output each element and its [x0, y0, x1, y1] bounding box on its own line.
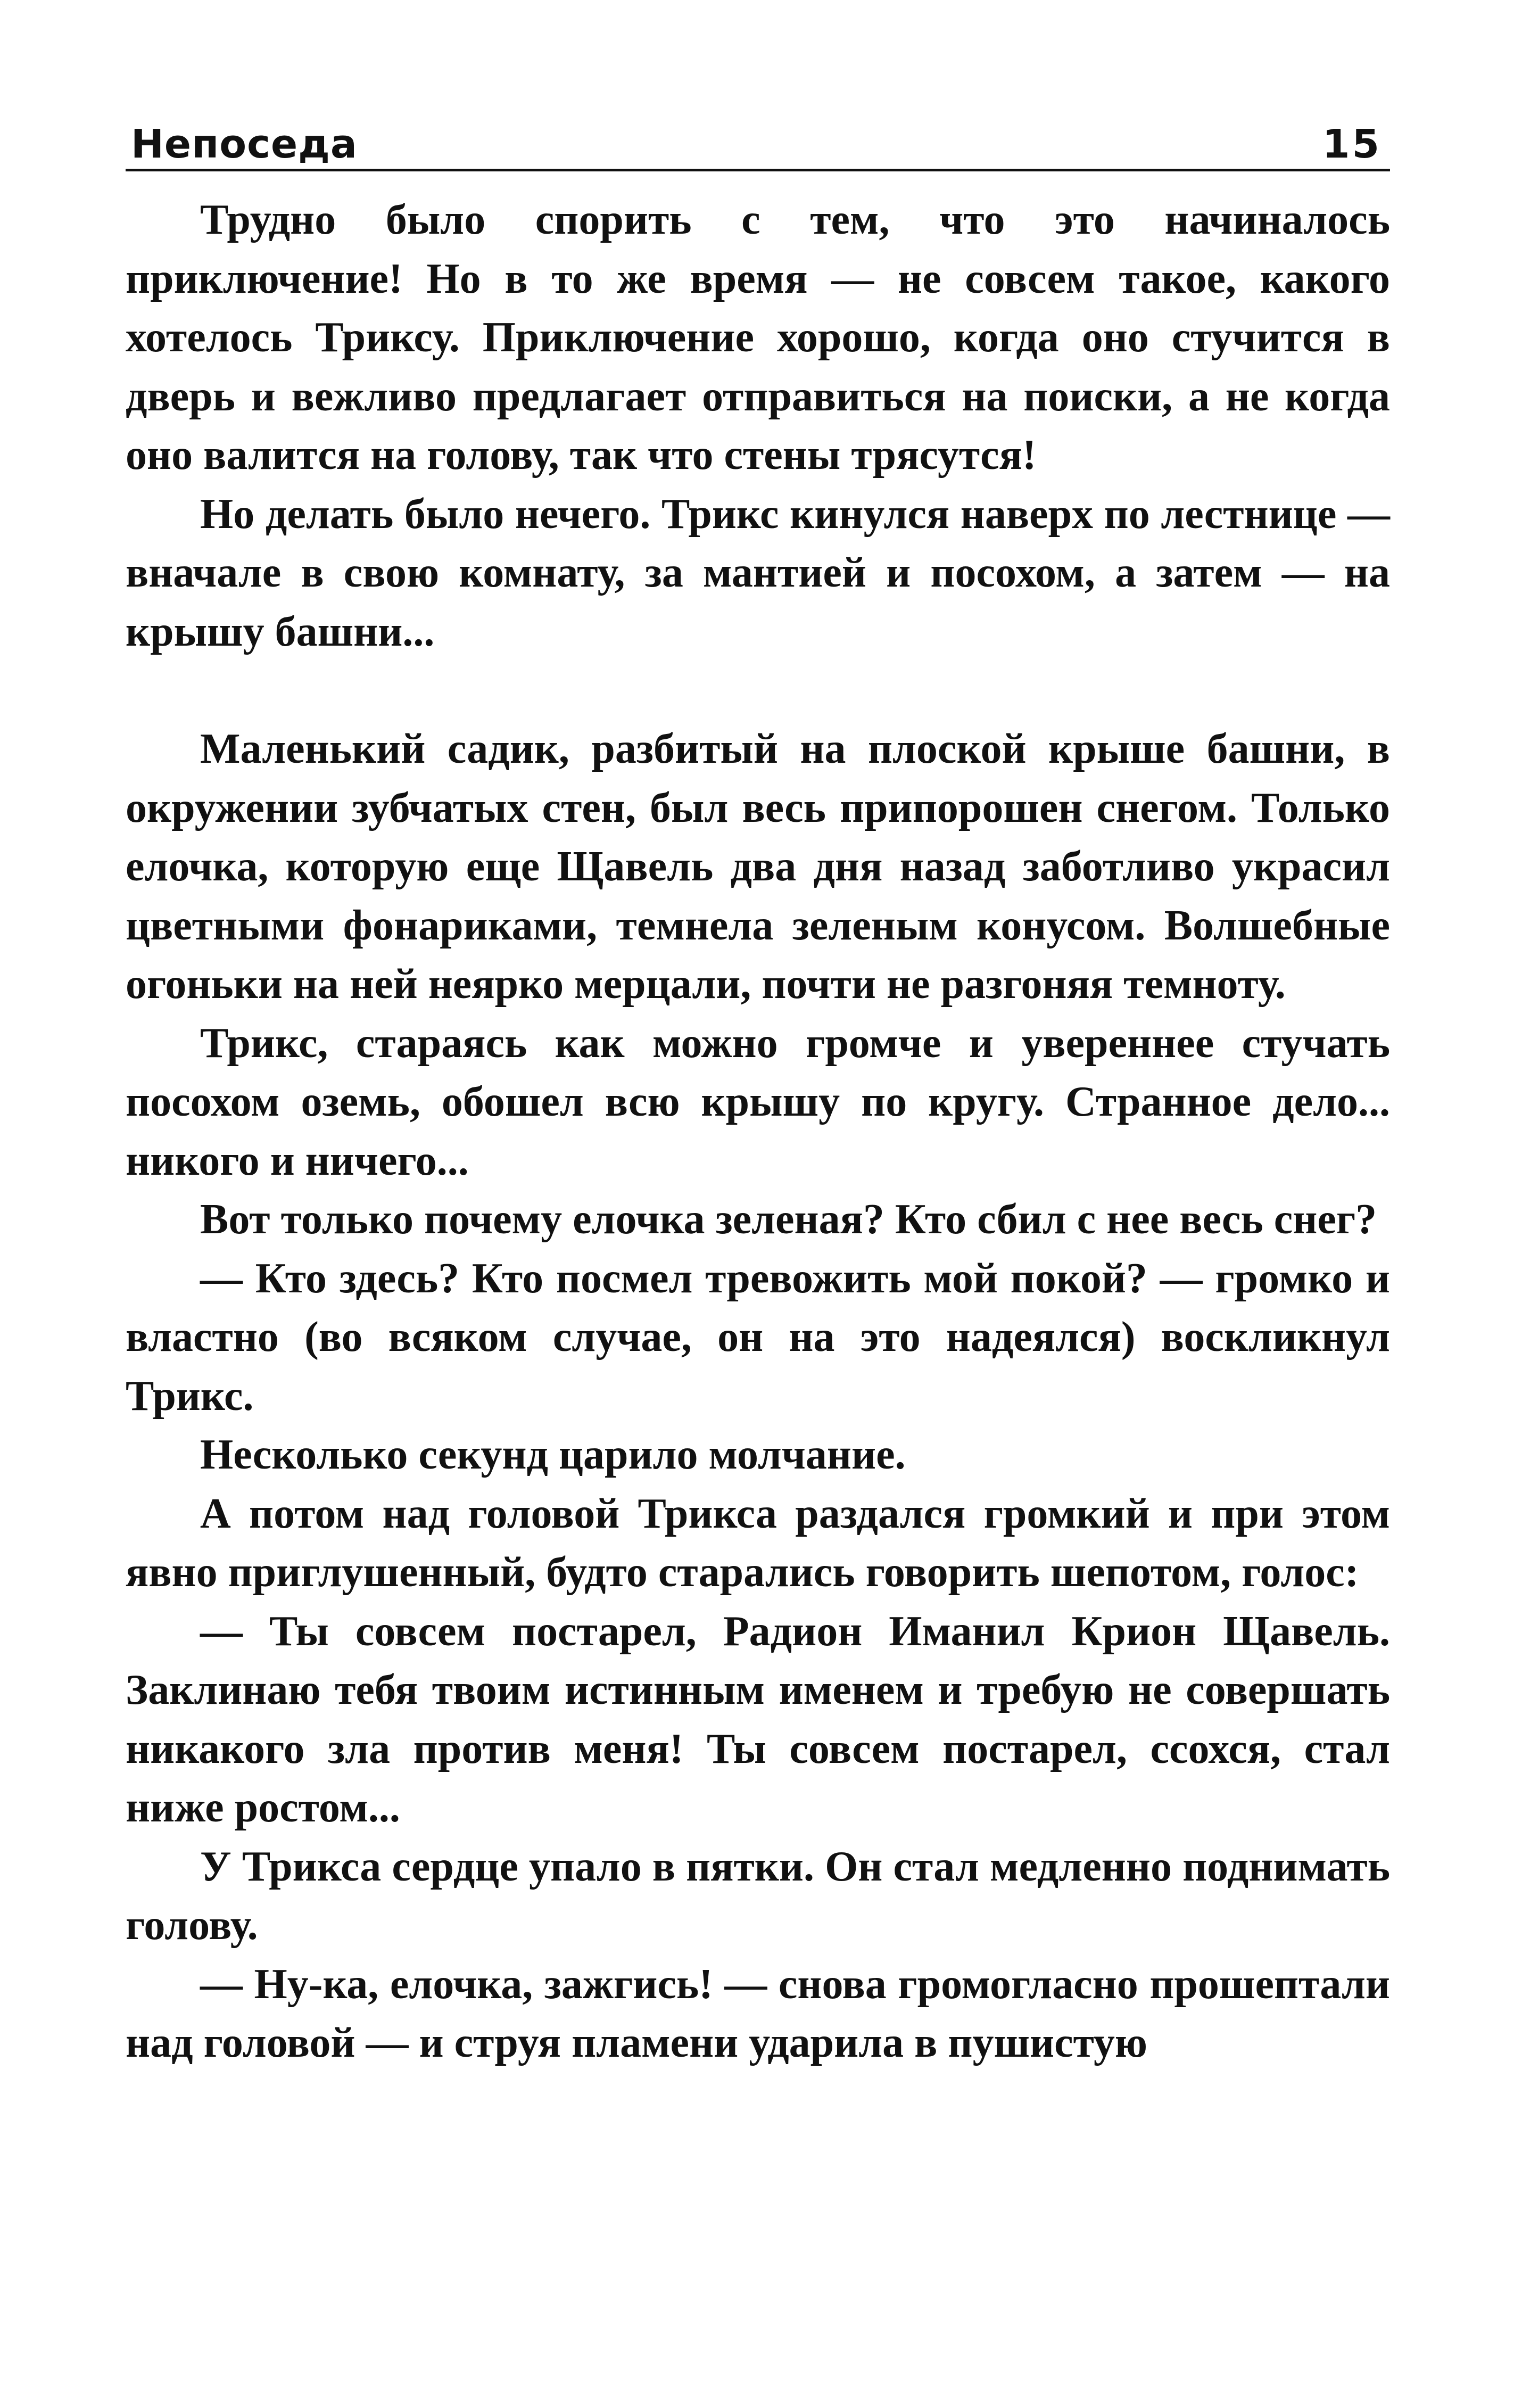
paragraph-9: — Ты совсем постарел, Радион Иманил Крион Щавель. Заклинаю тебя твоим истинным именем и требую не совершать никакого зла против меня! Ты совсем постарел, ссохся, стал ниже ростом... [126, 1607, 1390, 1831]
paragraph-4: Трикс, стараясь как можно громче и увереннее стучать посохом оземь, обошел всю крышу по кругу. Странное дело... никого и ничего... [126, 1019, 1390, 1184]
section-break [126, 661, 1390, 720]
running-title: Непоседа [131, 121, 358, 167]
paragraph-1: Трудно было спорить с тем, что это начиналось приключение! Но в то же время — не совсем такое, какого хотелось Триксу. Приключение хорошо, когда оно стучится в дверь и вежливо предлагает отправиться на поиски, а не когда оно валится на голову, так что стены трясутся! [126, 196, 1390, 479]
paragraph-6: — Кто здесь? Кто посмел тревожить мой покой? — громко и властно (во всяком случае, он на это надеялся) воскликнул Трикс. [126, 1255, 1390, 1420]
page-number: 15 [1322, 121, 1382, 167]
paragraph-2: Но делать было нечего. Трикс кинулся наверх по лестнице — вначале в свою комнату, за мантией и посохом, а затем — на крышу башни... [126, 490, 1390, 655]
body-text [126, 191, 1390, 2073]
paragraph-11: — Ну-ка, елочка, зажгись! — снова громогласно прошептали над головой — и струя пламени ударила в пушистую [126, 1960, 1390, 2066]
paragraph-5: Вот только почему елочка зеленая? Кто сбил с нее весь снег? [200, 1196, 1377, 1243]
page-header [126, 120, 1390, 171]
paragraph-10: У Трикса сердце упало в пятки. Он стал медленно поднимать голову. [126, 1843, 1390, 1949]
paragraph-8: А потом над головой Трикса раздался громкий и при этом явно приглушенный, будто старались говорить шепотом, голос: [126, 1490, 1390, 1596]
paragraph-7: Несколько секунд царило молчание. [200, 1431, 906, 1478]
book-page [126, 120, 1390, 2073]
paragraph-3: Маленький садик, разбитый на плоской крыше башни, в окружении зубчатых стен, был весь припорошен снегом. Только елочка, которую еще Щавель два дня назад заботливо украсил цветными фонариками, темнела зеленым конусом. Волшебные огоньки на ней неярко мерцали, почти не разгоняя темноту. [126, 725, 1390, 1008]
